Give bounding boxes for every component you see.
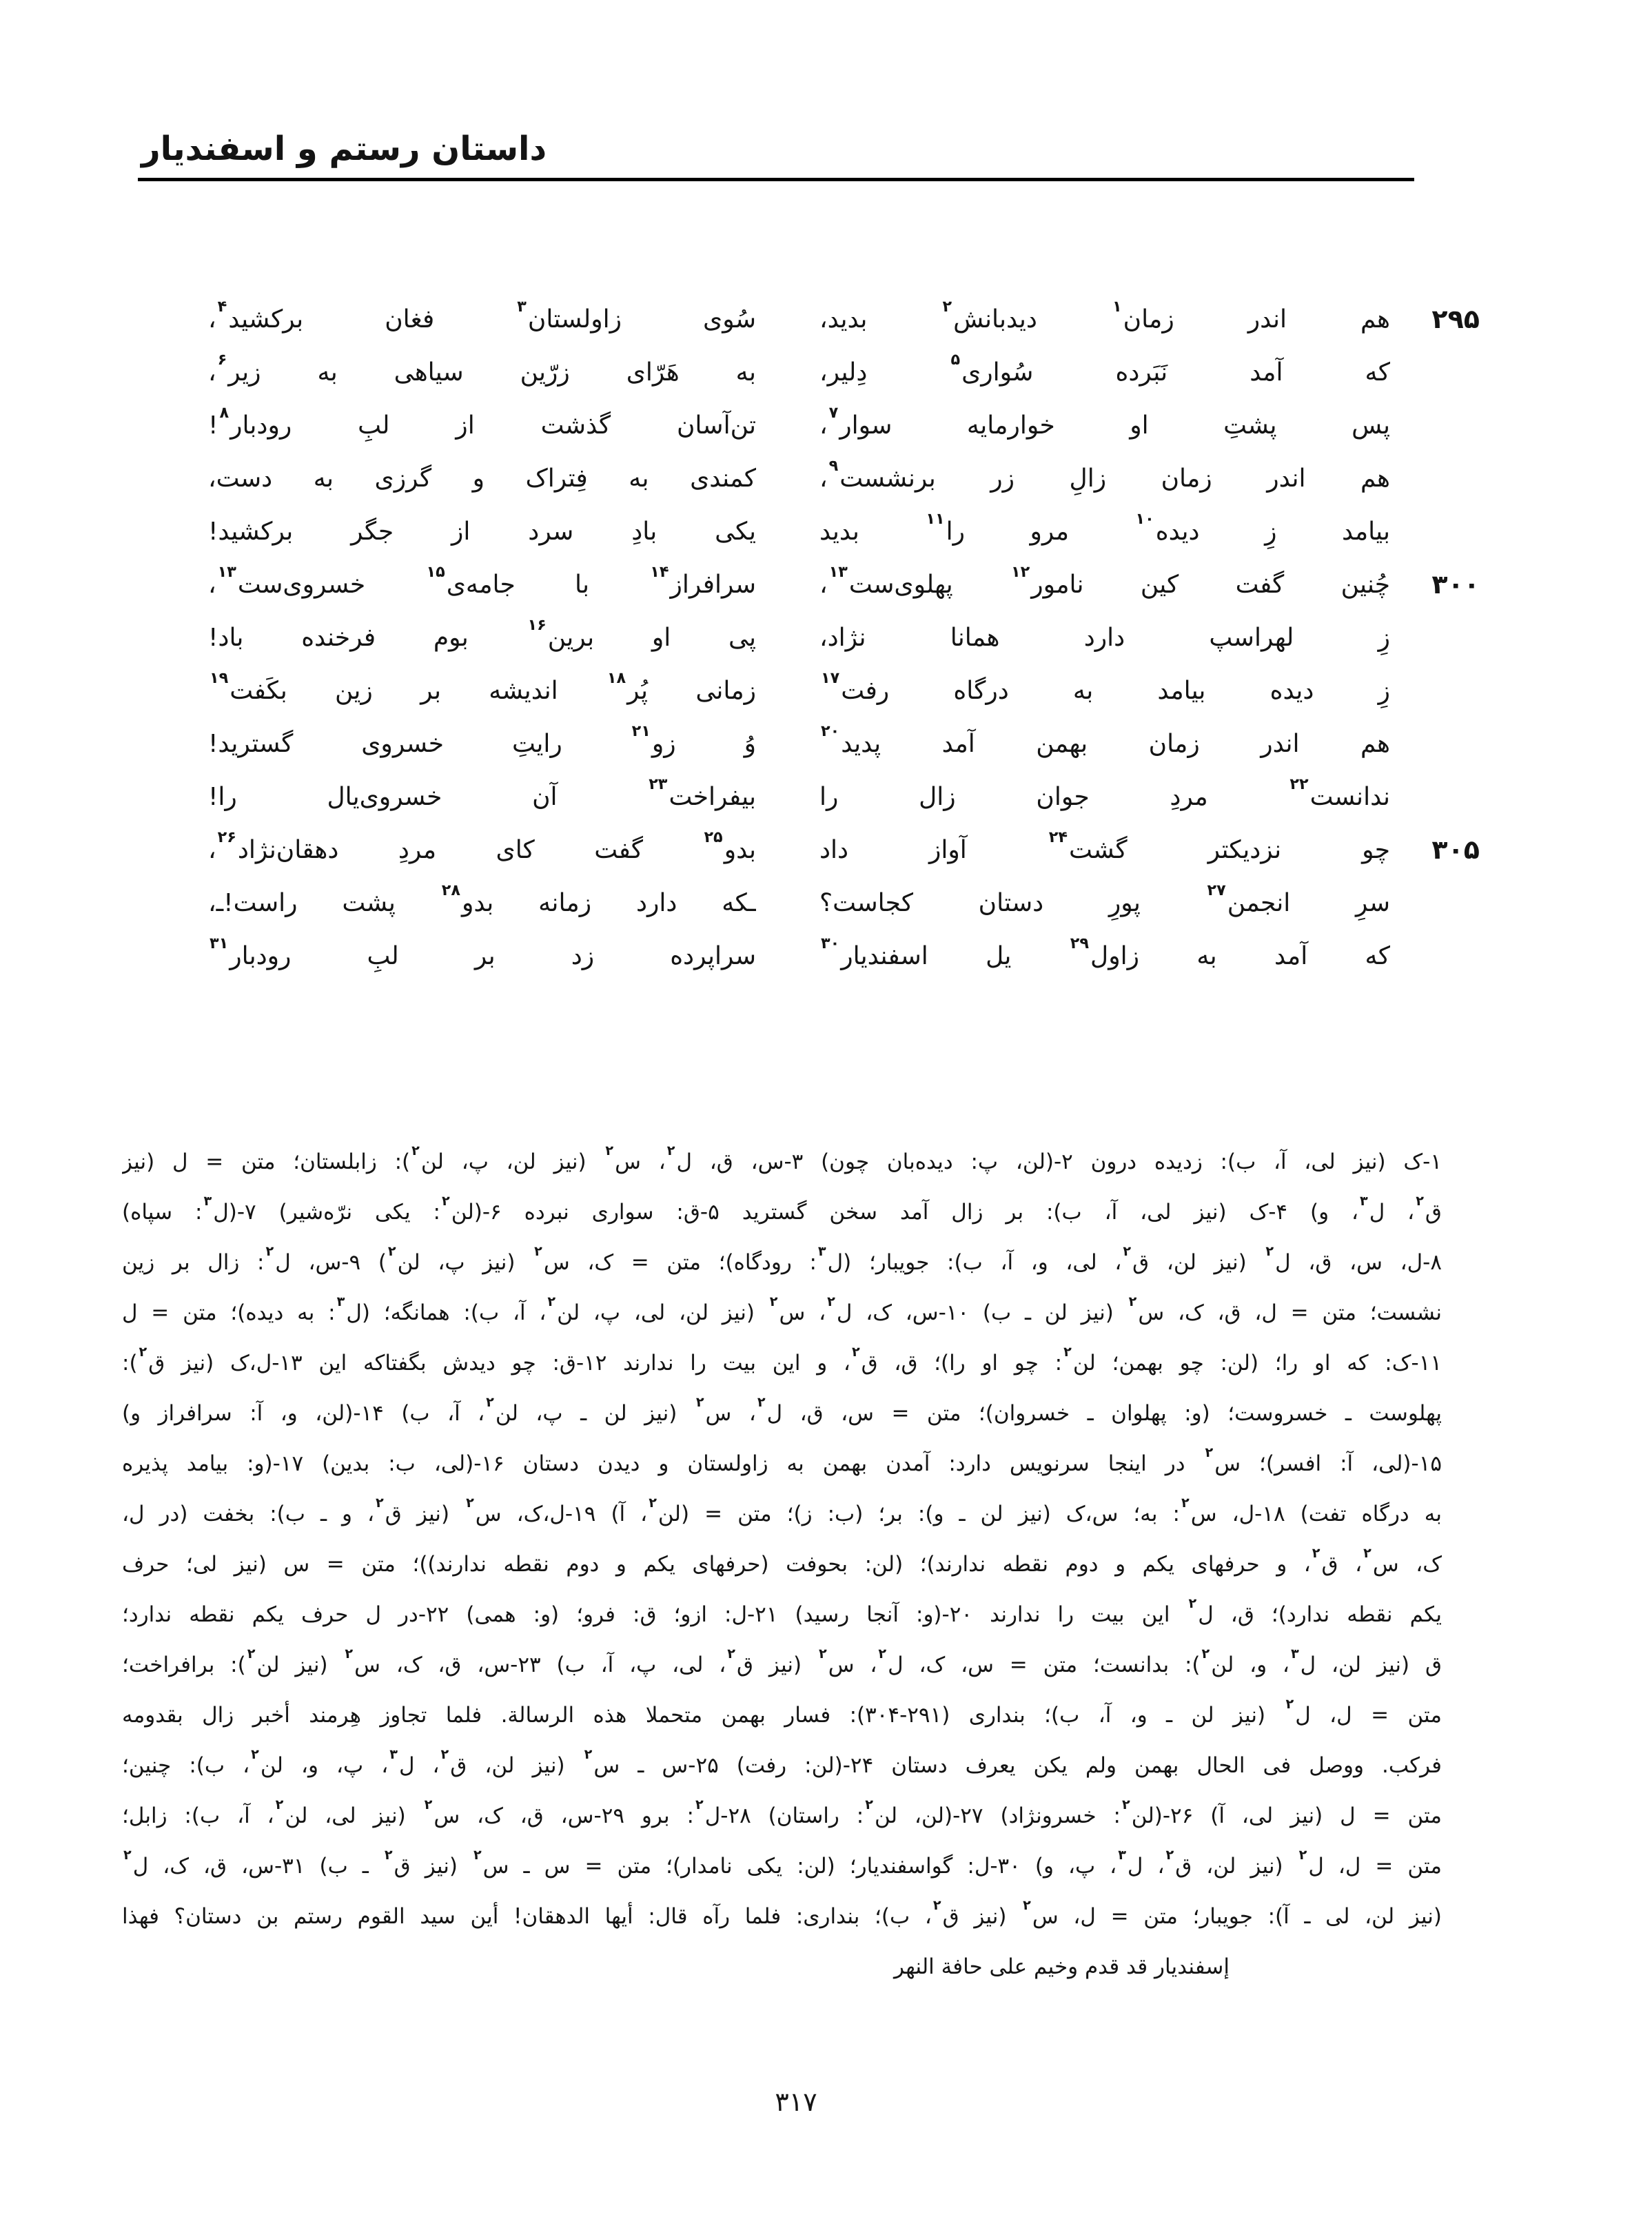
- footnote-marker: ۱۱: [926, 509, 945, 528]
- footnote-marker: ۱۴: [650, 562, 669, 581]
- footnote-marker: ۲۸: [441, 881, 460, 899]
- running-header-title: داستان رستم و اسفندیار: [141, 130, 547, 168]
- footnote-marker: ۶: [217, 350, 227, 369]
- footnote-marker: ۲: [247, 1646, 256, 1662]
- footnote-marker: ۲: [818, 1646, 827, 1662]
- verse-number: ۳۰۰: [1431, 569, 1480, 600]
- footnote-marker: ۲: [1188, 1595, 1197, 1612]
- footnote-marker: ۲: [605, 1143, 614, 1159]
- hemistich-second: وُ زو$^{۲۱}$ رایتِ خسروی گسترید!: [208, 722, 756, 758]
- footnote-marker: ۲۳: [649, 775, 668, 793]
- footnote-marker: ۲: [441, 1193, 450, 1209]
- footnote-marker: ۲: [1128, 1293, 1137, 1310]
- hemistich-first: هم اندر زمان زالِ زر برنشست$^۹$،: [819, 456, 1390, 493]
- footnote-marker: ۲: [534, 1243, 542, 1260]
- hemistich-first: هم اندر زمان بهمن آمد پدید$^{۲۰}$: [821, 722, 1390, 758]
- apparatus-line: ک، س$^۲$، ق$^۲$، و حرفهای یکم و دوم نقطه ندارند)؛ (لن: بحوفت (حرفهای یکم و دوم نقطه ندارند))؛ متن = س (نیز لی؛ حرف: [122, 1545, 1442, 1577]
- footnote-marker: ۳: [1290, 1646, 1299, 1662]
- footnote-marker: ۲: [942, 297, 952, 316]
- verse-number: ۳۰۵: [1431, 835, 1480, 865]
- footnote-marker: ۳: [389, 1746, 398, 1763]
- verse-number: ۲۹۵: [1431, 304, 1480, 334]
- apparatus-line: پهلوست ـ خسروست؛ (و: پهلوان ـ خسروان)؛ متن = س، ق، ل$^۲$، س$^۲$ (نیز لن ـ پ، لن$^۲$، آ، ب) ۱۴-(لن، و، آ: سرافراز و): [122, 1394, 1442, 1426]
- footnote-marker: ۲۲: [1289, 775, 1309, 793]
- verse-row: [203, 770, 1480, 824]
- verse-row: [203, 717, 1480, 770]
- apparatus-line: إسفندیار قد قدم وخیم علی حافة النهر: [893, 1954, 1230, 1979]
- footnote-marker: ۲: [865, 1797, 873, 1813]
- footnote-marker: ۲: [666, 1143, 675, 1159]
- footnote-marker: ۲: [424, 1797, 433, 1813]
- footnote-marker: ۲۷: [1207, 881, 1226, 899]
- apparatus-line: نشست؛ متن = ل، ق، ک، س$^۲$ (نیز لن ـ ب) ۱۰-س، ک، ل$^۲$، س$^۲$ (نیز لن، لی، پ، لن$^۲$، آ، ب): همانگه؛ (ل$^۳$: به دیده)؛ متن = ل: [122, 1293, 1442, 1325]
- footnote-marker: ۱۵: [426, 562, 445, 581]
- footnote-marker: ۲: [1298, 1847, 1307, 1863]
- footnote-marker: ۲: [878, 1646, 887, 1662]
- apparatus-line: (نیز لن، لی ـ آ): جویبار؛ متن = ل، س$^۲$ (نیز ق$^۲$، ب)؛ بنداری: فلما رآه قال: أیها الدهقان! أین سید القوم رستم بن دستان؟ فهذا: [122, 1897, 1442, 1929]
- footnote-marker: ۲۵: [704, 828, 723, 846]
- footnote-marker: ۲: [1121, 1797, 1130, 1813]
- footnote-marker: ۱۰: [1135, 509, 1154, 528]
- footnote-marker: ۲: [411, 1143, 420, 1159]
- footnote-marker: ۱: [1112, 297, 1122, 316]
- footnote-marker: ۱۶: [527, 615, 547, 634]
- apparatus-line: یکم نقطه ندارد)؛ ق، ل$^۲$ این بیت را ندارند ۲۰-(و: آنجا رسید) ۲۱-ل: ازو؛ ق: فرو؛ (و: همی) ۲۲-در ل حرف یکم نقطه ندارد؛: [122, 1595, 1442, 1627]
- apparatus-line: ۱۵-(لی، آ: افسر)؛ س$^۲$ در اینجا سرنویس دارد: آمدن بهمن به زاولستان و دیدن دستان ۱۶-(لی، ب: بدین) ۱۷-(و: بیامد پذیره: [122, 1444, 1442, 1476]
- footnote-marker: ۲: [486, 1394, 494, 1411]
- footnote-marker: ۲: [1165, 1847, 1174, 1863]
- footnote-marker: ۲: [1265, 1243, 1274, 1260]
- apparatus-line: به درگاه تفت) ۱۸-ل، س$^۲$: به؛ س،ک (نیز لن ـ و): بر؛ (ب: ز)؛ متن = (لن$^۲$، آ) ۱۹-ل،ک، س$^۲$ (نیز ق$^۲$، و ـ ب): بخفت (در ل،: [122, 1495, 1442, 1526]
- hemistich-second: ـکه دارد زمانه بدو$^{۲۸}$ پشت راست!ـ،: [208, 881, 756, 917]
- apparatus-line: متن = ل (نیز لی، آ) ۲۶-(لن$^۲$: خسرونژاد) ۲۷-(لن، لن$^۲$: راستان) ۲۸-ل$^۲$: برو ۲۹-س، ق، ک، س$^۲$ (نیز لی، لن$^۲$، آ، ب): زابل؛: [122, 1797, 1442, 1828]
- footnote-marker: ۲: [1063, 1344, 1072, 1360]
- footnote-marker: ۱۹: [210, 668, 229, 687]
- footnote-marker: ۳۰: [821, 934, 840, 952]
- footnote-marker: ۳: [336, 1293, 345, 1310]
- apparatus-line: ق$^۲$، ل$^۳$، و) ۴-ک (نیز لی، آ، ب): بر زال آمد سخن گسترید ۵-ق: سواری نبرده ۶-(لن$^۲$: یکی نرّه‌شیر) ۷-(ل$^۳$: سپاه): [122, 1193, 1442, 1225]
- footnote-marker: ۲: [1201, 1646, 1210, 1662]
- footnote-marker: ۲۹: [1070, 934, 1090, 952]
- footnote-marker: ۲: [466, 1495, 474, 1511]
- footnote-marker: ۲: [1023, 1897, 1031, 1914]
- footnote-marker: ۱۳: [217, 562, 236, 581]
- footnote-marker: ۳: [1118, 1847, 1126, 1863]
- footnote-marker: ۲: [757, 1394, 766, 1411]
- hemistich-second: یکی بادِ سرد از جگر برکشید!: [208, 518, 756, 546]
- footnote-marker: ۲: [1123, 1243, 1132, 1260]
- footnote-marker: ۲: [1363, 1545, 1371, 1562]
- footnote-marker: ۵: [950, 350, 961, 369]
- footnote-marker: ۲: [384, 1847, 393, 1863]
- verse-row: [203, 505, 1480, 558]
- footnote-marker: ۲: [1205, 1444, 1214, 1461]
- footnote-marker: ۲: [123, 1847, 132, 1863]
- verse-row: [203, 558, 1480, 611]
- apparatus-line: ۸-ل، س، ق، ل$^۲$ (نیز لن، ق$^۲$، لی، و، آ، ب): جویبار؛ (ل$^۳$: رودگاه)؛ متن = ک، س$^۲$ (نیز پ، لن$^۲$) ۹-س، ل$^۲$: زال بر زین: [122, 1243, 1442, 1275]
- footnote-marker: ۲: [345, 1646, 354, 1662]
- footnote-marker: ۲: [440, 1746, 449, 1763]
- footnote-marker: ۲۰: [821, 722, 840, 740]
- footnote-marker: ۲: [547, 1293, 556, 1310]
- footnote-marker: ۹: [828, 456, 839, 475]
- footnote-marker: ۲: [1312, 1545, 1320, 1562]
- hemistich-first: چو نزدیکتر گشت$^{۲۴}$ آواز داد: [819, 828, 1390, 864]
- footnote-marker: ۳: [203, 1193, 212, 1209]
- apparatus-line: ۱-ک (نیز لی، آ، ب): زدیده درون ۲-(لن، پ: دیده‌بان چون) ۳-س، ق، ل$^۲$، س$^۲$ (نیز لن، پ، لن$^۲$): زابلستان؛ متن = ل (نیز: [122, 1143, 1442, 1174]
- verse-row: [203, 611, 1480, 664]
- footnote-marker: ۲: [727, 1646, 736, 1662]
- verse-row: [203, 452, 1480, 505]
- apparatus-line: فرکب. ووصل فی الحال بهمن ولم یکن یعرف دستان ۲۴-(لن: رفت) ۲۵-س ـ س$^۲$ (نیز لن، ق$^۲$، ل$^۳$، پ، و، لن$^۲$، ب): چنین؛: [122, 1746, 1442, 1778]
- hemistich-first: زِ دیده بیامد به درگاه رفت$^{۱۷}$: [821, 668, 1390, 705]
- hemistich-second: به هَرّای زرّین سیاهی به زیر$^۶$،: [208, 350, 756, 387]
- footnote-marker: ۷: [828, 403, 839, 422]
- hemistich-second: سُوی زاولستان$^۳$ فغان برکشید$^۴$،: [208, 297, 756, 334]
- footnote-marker: ۲: [932, 1897, 941, 1914]
- footnote-marker: ۲: [473, 1847, 482, 1863]
- footnote-marker: ۲۱: [631, 722, 651, 740]
- footnote-marker: ۲۶: [217, 828, 236, 846]
- footnote-marker: ۲: [275, 1797, 284, 1813]
- footnote-marker: ۲: [1181, 1495, 1190, 1511]
- footnote-marker: ۸: [219, 403, 230, 422]
- footnote-marker: ۲: [265, 1243, 274, 1260]
- hemistich-first: که آمد نَبَرده سُواری$^۵$ دِلیر،: [819, 350, 1390, 387]
- hemistich-second: پی او برین$^{۱۶}$ بوم فرخنده باد!: [208, 615, 756, 652]
- verse-row: [203, 664, 1480, 717]
- verse-row: [203, 824, 1480, 877]
- footnote-marker: ۲: [251, 1746, 259, 1763]
- footnote-marker: ۲: [695, 1394, 704, 1411]
- footnote-marker: ۱۷: [821, 668, 840, 687]
- apparatus-block: [122, 1137, 1442, 1992]
- hemistich-first: پس پشتِ او خوارمایه سوار$^۷$،: [819, 403, 1390, 440]
- footnote-marker: ۴: [217, 297, 227, 316]
- footnote-marker: ۳: [517, 297, 527, 316]
- hemistich-first: که آمد به زاول$^{۲۹}$ یل اسفندیار$^{۳۰}$: [821, 934, 1390, 970]
- footnote-marker: ۲: [584, 1746, 593, 1763]
- hemistich-second: سراپرده زد بر لبِ رودبار$^{۳۱}$: [210, 934, 756, 970]
- footnote-marker: ۳۱: [210, 934, 229, 952]
- footnote-marker: ۱۳: [828, 562, 848, 581]
- apparatus-line: ۱۱-ک: که او را؛ (لن: چو بهمن؛ لن$^۲$: چو او را)؛ ق، ق$^۲$، و این بیت را ندارند ۱۲-ق: چو دیدش بگفتاکه این ۱۳-ل،ک (نیز ق$^۲$):: [122, 1344, 1442, 1376]
- footnote-marker: ۲: [376, 1495, 384, 1511]
- footnote-marker: ۲: [139, 1344, 147, 1360]
- footnote-marker: ۱۸: [606, 668, 626, 687]
- hemistich-first: ندانست$^{۲۲}$ مردِ جوان زال را: [819, 775, 1390, 811]
- verse-block: [203, 293, 1480, 983]
- hemistich-first: بیامد زِ دیده$^{۱۰}$ مرو را$^{۱۱}$ بدید: [819, 509, 1390, 546]
- footnote-marker: ۲: [387, 1243, 396, 1260]
- hemistich-first: چُنین گفت کین نامور$^{۱۲}$ پهلوی‌ست$^{۱۳}$،: [819, 562, 1390, 599]
- hemistich-second: زمانی پُر$^{۱۸}$ اندیشه بر زین بکَفت$^{۱۹}$: [210, 668, 756, 705]
- apparatus-line: ق (نیز لن، ل$^۳$، و، لن$^۲$): بدانست؛ متن = س، ک، ل$^۲$، س$^۲$ (نیز ق$^۲$، لی، پ، آ، ب) ۲۳-س، ق، ک، س$^۲$ (نیز لن$^۲$): برافراخت؛: [122, 1646, 1442, 1677]
- footnote-marker: ۲: [649, 1495, 657, 1511]
- verse-row: [203, 399, 1480, 452]
- apparatus-line: متن = ل، ل$^۲$ (نیز لن ـ و، آ، ب)؛ بنداری (۲۹۱-۳۰۴): فسار بهمن متحملا هذه الرسالة. فلما تجاوز هِرمند أخبر زال بقدومه: [122, 1696, 1442, 1728]
- footnote-marker: ۲: [695, 1797, 704, 1813]
- hemistich-second: کمندی به فِتراک و گرزی به دست،: [208, 464, 756, 493]
- verse-row: [203, 293, 1480, 346]
- hemistich-first: هم اندر زمان$^۱$ دیدبانش$^۲$ بدید،: [819, 297, 1390, 334]
- footnote-marker: ۲: [827, 1293, 835, 1310]
- footnote-marker: ۲: [1285, 1696, 1294, 1712]
- verse-row: [203, 346, 1480, 399]
- footnote-marker: ۲: [1416, 1193, 1424, 1209]
- footnote-marker: ۱۲: [1011, 562, 1030, 581]
- footnote-marker: ۲: [851, 1344, 860, 1360]
- footnote-marker: ۲۴: [1048, 828, 1068, 846]
- header-rule: [138, 178, 1414, 181]
- page-number: ۳۱۷: [775, 2087, 817, 2117]
- verse-row: [203, 930, 1480, 983]
- hemistich-second: بدو$^{۲۵}$ گفت کای مردِ دهقان‌نژاد$^{۲۶}$،: [208, 828, 756, 864]
- hemistich-second: بیفراخت$^{۲۳}$ آن خسروی‌یال را!: [208, 775, 756, 811]
- footnote-marker: ۳: [1360, 1193, 1368, 1209]
- hemistich-first: زِ لهراسپ دارد همانا نژاد،: [819, 624, 1390, 652]
- hemistich-first: سرِ انجمن$^{۲۷}$ پورِ دستان کجاست؟: [819, 881, 1390, 917]
- footnote-marker: ۳: [817, 1243, 826, 1260]
- hemistich-second: سرافراز$^{۱۴}$ با جامه‌ی$^{۱۵}$ خسروی‌ست$^{۱۳}$،: [208, 562, 756, 599]
- footnote-marker: ۲: [769, 1293, 778, 1310]
- apparatus-line: متن = ل، ل$^۲$ (نیز لن، ق$^۲$، ل$^۳$، پ، و) ۳۰-ل: گواسفندیار؛ (لن: یکی نامدار)؛ متن = س ـ س$^۲$ (نیز ق$^۲$ ـ ب) ۳۱-س، ق، ک، ل$^۲$: [123, 1847, 1442, 1879]
- hemistich-second: تن‌آسان گذشت از لبِ رودبار$^۸$!: [208, 403, 756, 440]
- verse-row: [203, 877, 1480, 930]
